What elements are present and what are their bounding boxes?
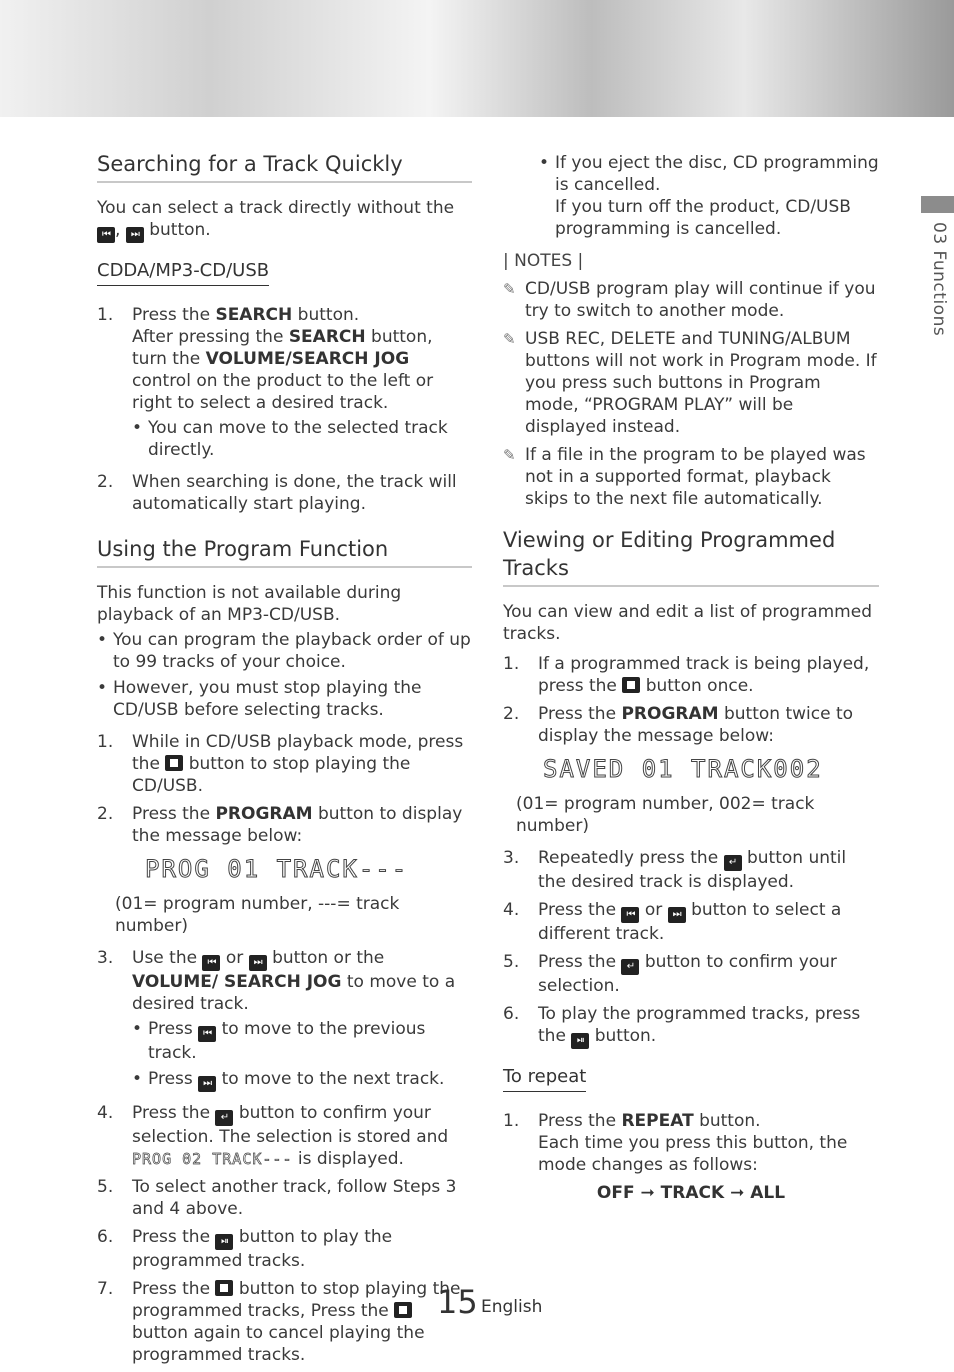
page-number: 15: [437, 1283, 478, 1321]
enter-icon: ↵: [621, 959, 639, 975]
note-item: ✎ USB REC, DELETE and TUNING/ALBUM buttons will not work in Program mode. If you press such buttons in Program mode, “PROGRAM PLAY” will be displayed instead.: [503, 329, 877, 437]
next-track-icon: ⏭: [126, 227, 144, 243]
chapter-label: 03 Functions: [929, 222, 949, 337]
list-item: • Press ⏭ to move to the next track.: [132, 1068, 472, 1092]
search-step-1: 1. Press the SEARCH button. After pressing the SEARCH button, turn the VOLUME/SEARCH JOG control on the product to the left or right to select a desired track. • You can move to the selected track directly.: [97, 304, 472, 465]
program-step-5: 5. To select another track, follow Steps 3 and 4 above.: [97, 1177, 457, 1219]
program-step-7: 7. Press the button to stop playing the programmed tracks, Press the button again to cancel playing the programmed tracks.: [97, 1279, 461, 1365]
enter-icon: ↵: [724, 855, 742, 871]
program-step-4: 4. Press the ↵ button to confirm your selection. The selection is stored and PROG 02 TRACK--- is displayed.: [97, 1103, 449, 1169]
program-step-3: 3. Use the ⏮ or ⏭ button or the VOLUME/ SEARCH JOG to move to a desired track. • Press ⏮ to move to the previous track. • Press ⏭ to move to the next track.: [97, 947, 472, 1096]
next-track-icon: ⏭: [668, 907, 686, 923]
lcd-caption: (01= program number, ---= track number): [115, 894, 400, 936]
next-track-icon: ⏭: [249, 955, 267, 971]
view-step-4: 4. Press the ⏮ or ⏭ button to select a different track.: [503, 900, 842, 944]
stop-icon: [394, 1302, 412, 1318]
subsection-repeat: To repeat: [503, 1065, 586, 1092]
program-intro: This function is not available during playback of an MP3-CD/USB.: [97, 583, 402, 625]
list-item: • Press ⏮ to move to the previous track.: [132, 1019, 426, 1063]
lcd-caption: (01= program number, 002= track number): [516, 794, 815, 836]
stop-icon: [622, 677, 640, 693]
viewing-intro: You can view and edit a list of programmed tracks.: [503, 602, 872, 644]
section-title-search: Searching for a Track Quickly: [97, 150, 472, 183]
next-track-icon: ⏭: [198, 1076, 216, 1092]
view-step-3: 3. Repeatedly press the ↵ button until the desired track is displayed.: [503, 848, 847, 892]
right-column: [503, 150, 879, 1204]
pencil-icon: ✎: [503, 446, 516, 464]
view-step-5: 5. Press the ↵ button to confirm your selection.: [503, 952, 837, 996]
previous-track-icon: ⏮: [198, 1026, 216, 1042]
page-language: English: [481, 1297, 543, 1317]
program-step-1: 1. While in CD/USB playback mode, press the button to stop playing the CD/USB.: [97, 732, 464, 796]
stop-icon: [215, 1280, 233, 1296]
list-item: • You can move to the selected track directly.: [132, 418, 448, 460]
enter-icon: ↵: [215, 1110, 233, 1126]
subsection-cdda: CDDA/MP3-CD/USB: [97, 259, 269, 286]
program-step-2: 2. Press the PROGRAM button to display the message below:: [97, 804, 463, 846]
header-banner: [0, 0, 954, 117]
repeat-step-1: 1. Press the REPEAT button. Each time you press this button, the mode changes as follows:: [503, 1111, 848, 1175]
play-pause-icon: ⏯: [215, 1234, 233, 1250]
pencil-icon: ✎: [503, 330, 516, 348]
notes-heading: | NOTES |: [503, 251, 584, 271]
lcd-display-saved: SAVED 01 TRACK002: [543, 755, 823, 783]
section-title-program: Using the Program Function: [97, 535, 472, 568]
note-item: ✎ If a file in the program to be played was not in a supported format, playback skips to the next file automatically.: [503, 445, 866, 509]
lcd-inline-prog: PROG 02 TRACK---: [132, 1150, 293, 1168]
view-step-1: 1. If a programmed track is being played, press the button once.: [503, 654, 870, 696]
note-item: ✎ CD/USB program play will continue if you try to switch to another mode.: [503, 279, 876, 321]
stop-icon: [165, 755, 183, 771]
repeat-modes: OFF ➞ TRACK ➞ ALL: [596, 1183, 786, 1203]
lcd-display-prog: PROG 01 TRACK---: [145, 855, 409, 883]
search-intro: You can select a track directly without the ⏮ , ⏭ button.: [97, 197, 472, 243]
play-pause-icon: ⏯: [571, 1033, 589, 1049]
section-title-viewing: Viewing or Editing Programmed Tracks: [503, 526, 879, 587]
previous-track-icon: ⏮: [97, 227, 115, 243]
search-step-2: 2. When searching is done, the track will automatically start playing.: [97, 472, 457, 514]
view-step-6: 6. To play the programmed tracks, press the ⏯ button.: [503, 1003, 879, 1049]
pencil-icon: ✎: [503, 280, 516, 298]
previous-track-icon: ⏮: [202, 955, 220, 971]
chapter-tab-marker: [921, 196, 954, 213]
previous-track-icon: ⏮: [621, 907, 639, 923]
list-item: • You can program the playback order of up to 99 tracks of your choice.: [97, 630, 471, 672]
list-item: • However, you must stop playing the CD/USB before selecting tracks.: [97, 678, 422, 720]
list-item: • If you eject the disc, CD programming is cancelled. If you turn off the product, CD/USB programming is cancelled.: [539, 153, 879, 239]
program-step-6: 6. Press the ⏯ button to play the programmed tracks.: [97, 1227, 393, 1271]
view-step-2: 2. Press the PROGRAM button twice to display the message below:: [503, 704, 854, 746]
left-column: [97, 150, 472, 1372]
